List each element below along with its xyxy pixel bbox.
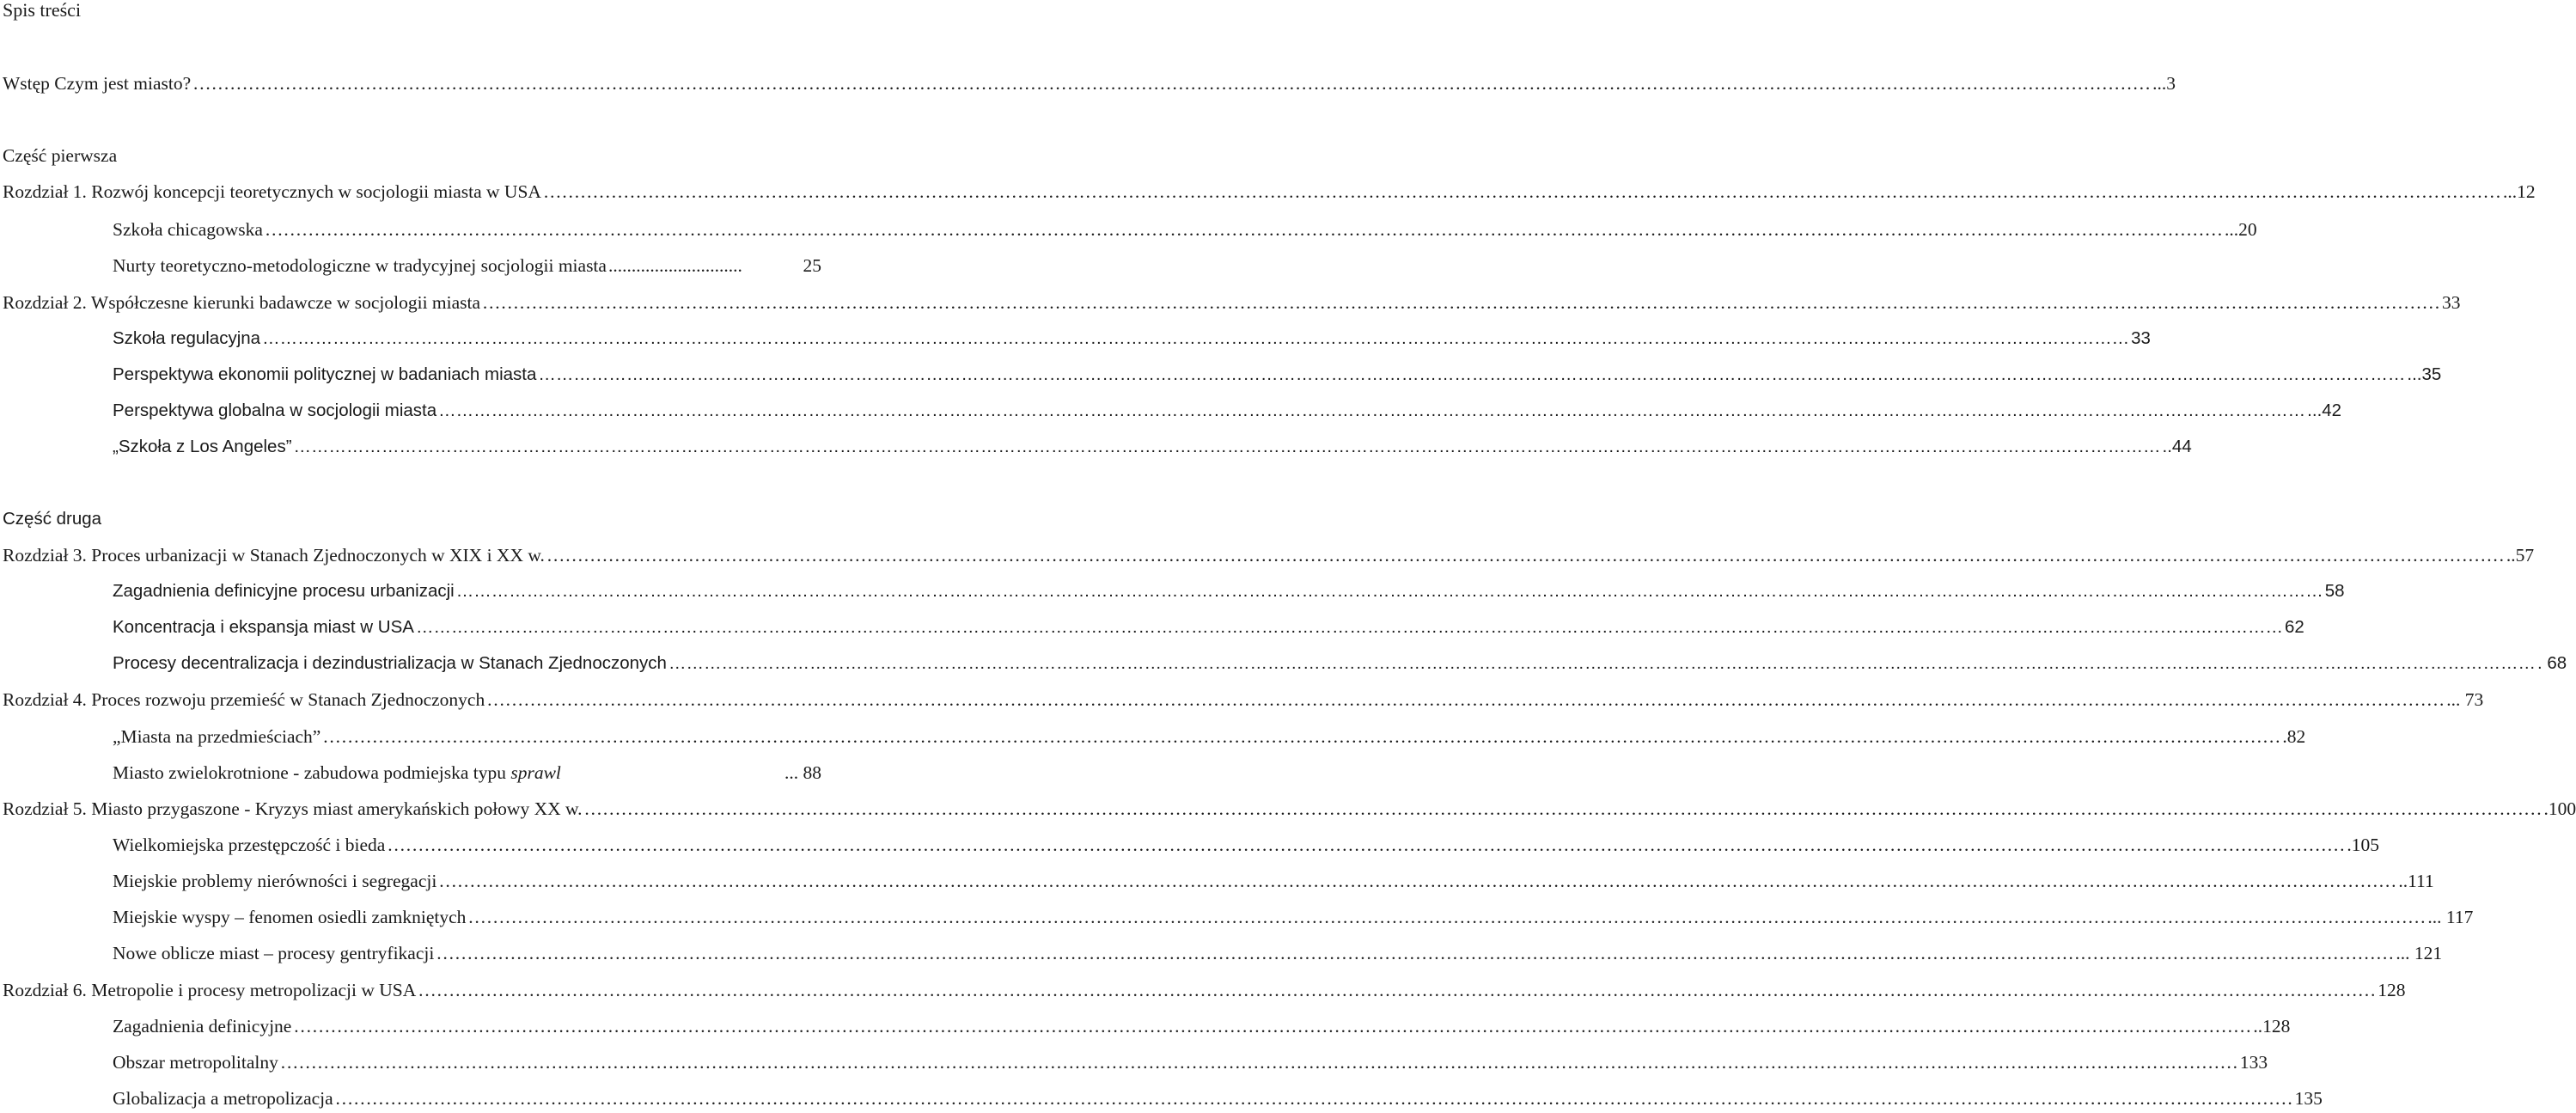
entry-text: Rozdział 6. Metropolie i procesy metropolizacji w USA (3, 980, 417, 1000)
toc-entry (3, 290, 2461, 315)
page-number: ... 117 (2427, 907, 2474, 927)
dot-leader: ………………………………………………………………………………………………………………………………………………………………………………………………………………………………………………………………………………………… (438, 401, 2306, 420)
toc-entry (113, 579, 2345, 603)
toc-entry (113, 869, 2434, 893)
toc-entry (113, 651, 2567, 676)
dot-leader: ………………………………………………………………………………………………………………………………………………………………………………………………………………………………………………………………………………………… (322, 726, 2281, 747)
dot-leader: ………………………………………………………………………………………………………………………………………………………………………………………………………………………………………………………………………………………… (264, 219, 2223, 240)
dot-leader: ............................. (607, 255, 742, 276)
page-number: ... 73 (2446, 689, 2484, 710)
dot-leader: ………………………………………………………………………………………………………………………………………………………………………………………………………………………………………………………………………………………… (418, 980, 2377, 1000)
entry-text: Koncentracja i ekspansja miast w USA (113, 617, 414, 637)
toc-entry (113, 833, 2379, 857)
entry-text: Procesy decentralizacja i dezindustrializacja w Stanach Zjednoczonych (113, 653, 667, 673)
dot-leader: ………………………………………………………………………………………………………………………………………………………………………………………………………………………………………………………………………………………… (538, 364, 2406, 384)
page-number: .82 (2282, 726, 2306, 747)
entry-text: Nowe oblicze miast – procesy gentryfikacji (113, 943, 435, 963)
page-number: 58 (2324, 581, 2345, 601)
toc-entry (113, 435, 2192, 459)
page-number: 62 (2284, 617, 2304, 637)
entry-text: Szkoła chicagowska (113, 219, 263, 240)
page-number: ..57 (2506, 545, 2535, 566)
entry-text-italic: sprawl (510, 762, 561, 783)
dot-leader: ………………………………………………………………………………………………………………………………………………………………………………………………………………………………………………………………………………………… (486, 689, 2445, 710)
page-number: ..128 (2253, 1016, 2291, 1037)
page-number: ...42 (2307, 401, 2342, 420)
dot-leader: ………………………………………………………………………………………………………………………………………………………………………………………………………………………………………………………………………………………… (279, 1052, 2238, 1073)
toc-entry (113, 615, 2304, 639)
page-number: .105 (2347, 835, 2379, 855)
entry-text: Wstęp Czym jest miasto? (3, 73, 192, 94)
dot-leader: ………………………………………………………………………………………………………………………………………………………………………………………………………………………………………………………………………………………… (668, 653, 2536, 673)
toc-entry (113, 1086, 2323, 1110)
dot-leader: ………………………………………………………………………………………………………………………………………………………………………………………………………………………………………………………………………………………… (542, 181, 2501, 202)
entry-text: Zagadnienia definicyjne procesu urbanizacji (113, 581, 455, 601)
part-heading: Część druga (3, 509, 102, 529)
entry-text-main: Miasto zwielokrotnione - zabudowa podmiejska typu (113, 762, 511, 783)
dot-leader: ………………………………………………………………………………………………………………………………………………………………………………………………………………………………………………………………………………………… (293, 437, 2161, 456)
toc-entry (113, 1014, 2291, 1038)
dot-leader: ………………………………………………………………………………………………………………………………………………………………………………………………………………………………………………………………………………………… (467, 907, 2426, 927)
toc-entry (113, 363, 2442, 387)
dot-leader: ………………………………………………………………………………………………………………………………………………………………………………………………………………………………………………………………………………………… (436, 943, 2395, 963)
entry-text: Globalizacja a metropolizacja (113, 1088, 333, 1109)
dot-leader: ………………………………………………………………………………………………………………………………………………………………………………………………………………………………………………………………………………………… (438, 871, 2397, 891)
dot-leader: ………………………………………………………………………………………………………………………………………………………………………………………………………………………………………………………………………………………… (334, 1088, 2293, 1109)
page-number: ..111 (2398, 871, 2434, 891)
entry-text: Rozdział 4. Proces rozwoju przemieść w Stanach Zjednoczonych (3, 689, 485, 710)
page-number: ...3 (2152, 73, 2176, 94)
toc-entry (113, 254, 821, 278)
entry-text: Miejskie wyspy – fenomen osiedli zamkniętych (113, 907, 467, 927)
page-number: ... 121 (2396, 943, 2443, 963)
dot-leader: ………………………………………………………………………………………………………………………………………………………………………………………………………………………………………………………………………………………… (583, 798, 2542, 819)
page-number: 128 (2378, 980, 2406, 1000)
entry-text: Perspektywa globalna w socjologii miasta (113, 401, 437, 420)
toc-entry (3, 978, 2406, 1002)
toc-entry (113, 1050, 2268, 1074)
dot-leader: ………………………………………………………………………………………………………………………………………………………………………………………………………………………………………………………………………………………… (482, 292, 2441, 313)
page-number: ... 88 (784, 762, 821, 783)
page-number: 135 (2294, 1088, 2323, 1109)
entry-text: Wielkomiejska przestępczość i bieda (113, 835, 386, 855)
page-number: .100 (2543, 798, 2576, 819)
dot-leader: ………………………………………………………………………………………………………………………………………………………………………………………………………………………………………………………………………………………… (192, 73, 2152, 94)
page-number: 25 (803, 255, 821, 276)
toc-entry (113, 725, 2306, 749)
toc-entry (3, 180, 2536, 204)
dot-leader: ………………………………………………………………………………………………………………………………………………………………………………………………………………………………………………………………………………………… (455, 581, 2323, 601)
page-number: 33 (2131, 328, 2151, 348)
dot-leader: ………………………………………………………………………………………………………………………………………………………………………………………………………………………………………………………………………………………… (546, 545, 2505, 566)
dot-leader: ………………………………………………………………………………………………………………………………………………………………………………………………………………………………………………………………………………………… (262, 328, 2130, 348)
toc-entry (3, 543, 2535, 567)
dot-leader: ………………………………………………………………………………………………………………………………………………………………………………………………………………………………………………………………………………………… (415, 617, 2283, 637)
entry-text: Szkoła regulacyjna (113, 328, 261, 348)
page-number: ..44 (2162, 437, 2192, 456)
entry-text: „Szkoła z Los Angeles” (113, 437, 292, 456)
entry-text (113, 761, 561, 785)
entry-text: Rozdział 2. Współczesne kierunki badawcze w socjologii miasta (3, 292, 481, 313)
toc-entry (113, 217, 2257, 242)
entry-text: Perspektywa ekonomii politycznej w badaniach miasta (113, 364, 537, 384)
toc-entry (3, 688, 2484, 712)
page-number: ...20 (2224, 219, 2257, 240)
page-number: ...12 (2502, 181, 2536, 202)
page-number: ...35 (2407, 364, 2442, 384)
toc-title: Spis treści (3, 0, 82, 21)
entry-text: Rozdział 1. Rozwój koncepcji teoretycznych w socjologii miasta w USA (3, 181, 541, 202)
entry-text: Obszar metropolitalny (113, 1052, 278, 1073)
entry-text: Miejskie problemy nierówności i segregacji (113, 871, 437, 891)
dot-leader: ………………………………………………………………………………………………………………………………………………………………………………………………………………………………………………………………………………………… (387, 835, 2346, 855)
dot-leader: ………………………………………………………………………………………………………………………………………………………………………………………………………………………………………………………………………………………… (293, 1016, 2252, 1037)
entry-text: Nurty teoretyczno-metodologiczne w tradycyjnej socjologii miasta (113, 255, 607, 276)
entry-text: Rozdział 5. Miasto przygaszone - Kryzys miast amerykańskich połowy XX w. (3, 798, 583, 819)
toc-entry (113, 905, 2474, 929)
toc-entry (3, 71, 2176, 95)
toc-entry (3, 797, 2576, 821)
entry-text: „Miasta na przedmieściach” (113, 726, 321, 747)
toc-entry (113, 941, 2443, 965)
part-heading: Część pierwsza (3, 145, 118, 166)
toc-entry (113, 761, 821, 785)
page-number: . 68 (2536, 653, 2567, 673)
page-number: 133 (2239, 1052, 2268, 1073)
page-number: 33 (2442, 292, 2461, 313)
entry-text: Rozdział 3. Proces urbanizacji w Stanach Zjednoczonych w XIX i XX w. (3, 545, 545, 566)
toc-entry (113, 327, 2151, 351)
toc-entry (113, 399, 2342, 423)
entry-text: Zagadnienia definicyjne (113, 1016, 292, 1037)
